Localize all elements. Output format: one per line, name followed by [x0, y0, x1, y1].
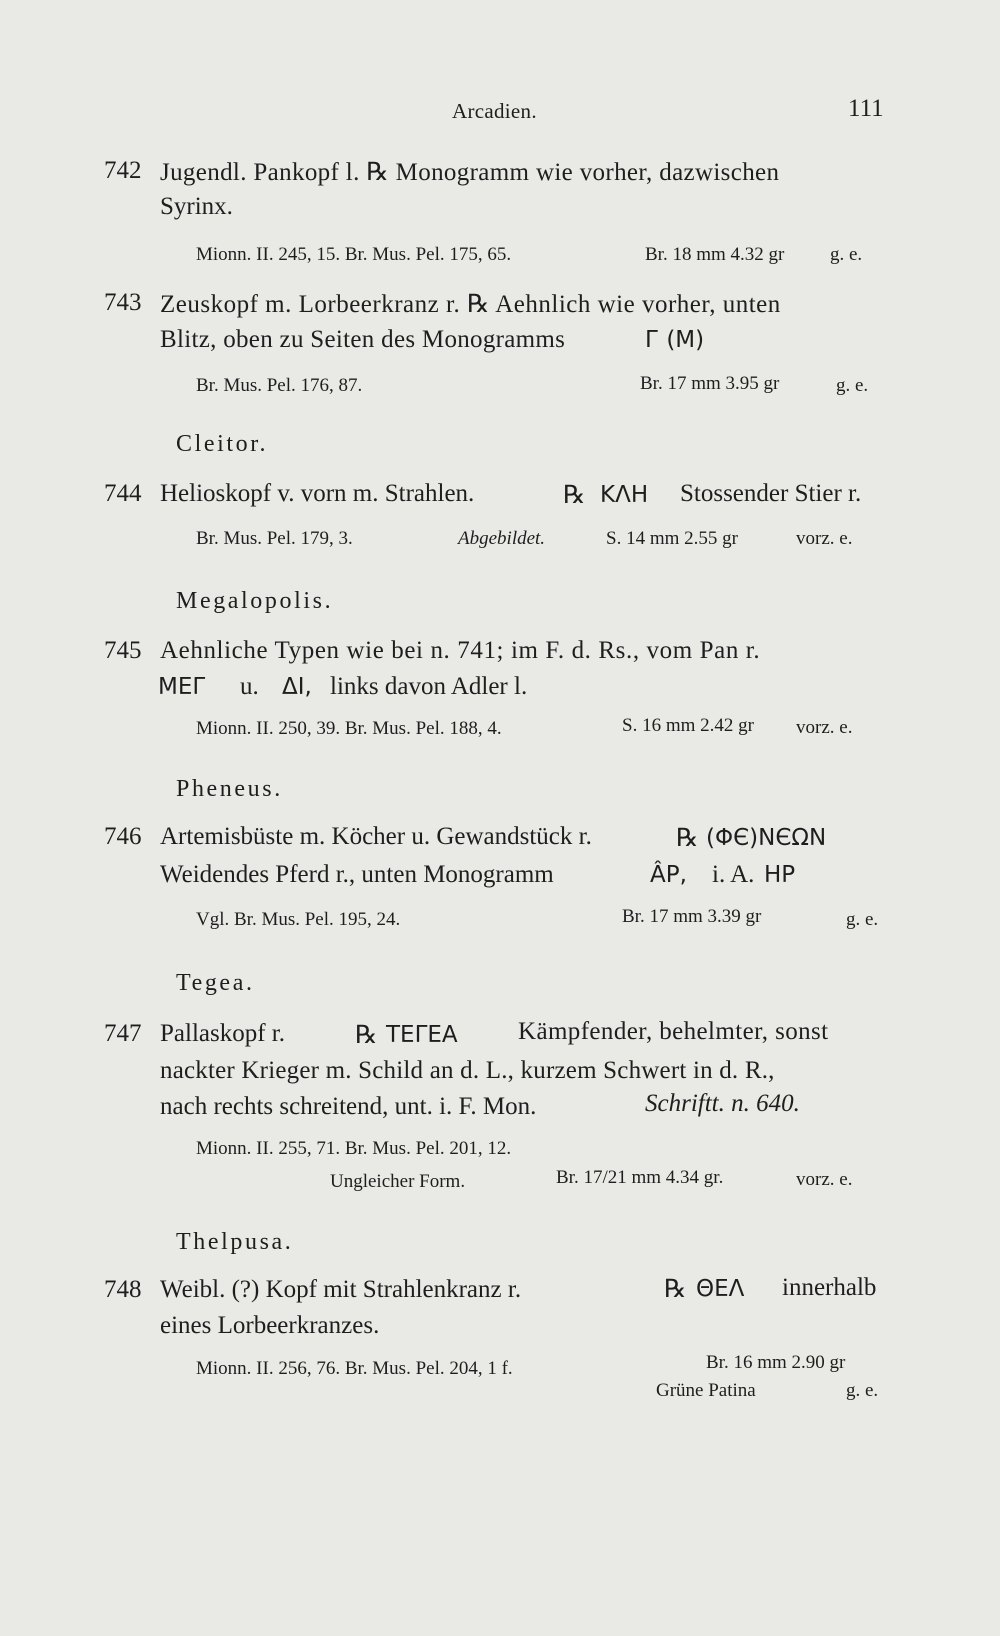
entry-reference: Mionn. II. 256, 76. Br. Mus. Pel. 204, 1 f. [196, 1358, 513, 1379]
greek-inscription: ΜΕΓ [158, 674, 206, 700]
entry-reference: Br. Mus. Pel. 176, 87. [196, 375, 363, 396]
greek-inscription: ΘΕΛ [696, 1276, 745, 1302]
entry-note: Grüne Patina [656, 1380, 756, 1401]
entry-text: Weibl. (?) Kopf mit Strahlenkranz r. [160, 1276, 522, 1303]
reverse-symbol: ℞ [563, 482, 586, 509]
entry-size-weight: S. 14 mm 2.55 gr [606, 528, 738, 549]
greek-inscription: ΔΙ, [282, 674, 312, 700]
entry-size-weight: Br. 17/21 mm 4.34 gr. [556, 1167, 724, 1188]
entry-condition: g. e. [836, 375, 869, 396]
entry-reference: Vgl. Br. Mus. Pel. 195, 24. [196, 909, 401, 930]
reverse-symbol: ℞ [664, 1276, 687, 1303]
entry-note: Ungleicher Form. [330, 1171, 466, 1192]
entry-condition: vorz. e. [796, 717, 853, 738]
entry-number: 742 [104, 157, 142, 184]
reverse-symbol: ℞ [676, 825, 699, 852]
section-heading: Thelpusa. [176, 1229, 294, 1255]
section-heading: Tegea. [176, 970, 255, 996]
entry-text: i. A. [712, 861, 755, 888]
entry-text: innerhalb [782, 1274, 877, 1301]
running-title: Arcadien. [452, 99, 537, 123]
entry-text: Blitz, oben zu Seiten des Monogramms [160, 326, 566, 353]
entry-condition: vorz. e. [796, 1169, 853, 1190]
entry-number: 744 [104, 480, 142, 507]
entry-condition: vorz. e. [796, 528, 853, 549]
entry-text: Jugendl. Pankopf l. ℞ Monogramm wie vorher, dazwischen [160, 159, 780, 186]
entry-size-weight: Br. 16 mm 2.90 gr [706, 1352, 846, 1373]
greek-inscription: ÂP, [650, 862, 687, 888]
entry-text: links davon Adler l. [330, 673, 528, 700]
page-number: 111 [848, 95, 884, 122]
entry-citation: Schriftt. n. 640. [645, 1090, 800, 1117]
entry-text: Aehnliche Typen wie bei n. 741; im F. d. Rs., vom Pan r. [160, 637, 761, 664]
entry-condition: g. e. [830, 244, 863, 265]
entry-reference: Mionn. II. 250, 39. Br. Mus. Pel. 188, 4. [196, 718, 502, 739]
entry-text: u. [240, 673, 259, 700]
greek-inscription: Г (M) [645, 327, 705, 353]
section-heading: Pheneus. [176, 776, 283, 802]
greek-inscription: ΤΕΓΕΑ [386, 1022, 458, 1048]
entry-text: Stossender Stier r. [680, 480, 862, 507]
entry-text: eines Lorbeerkranzes. [160, 1312, 380, 1339]
entry-reference: Mionn. II. 255, 71. Br. Mus. Pel. 201, 12. [196, 1138, 512, 1159]
entry-text: Pallaskopf r. [160, 1020, 285, 1047]
reverse-symbol: ℞ [355, 1022, 378, 1049]
entry-number: 746 [104, 823, 142, 850]
entry-number: 747 [104, 1020, 142, 1047]
entry-text: nackter Krieger m. Schild an d. L., kurzem Schwert in d. R., [160, 1057, 775, 1084]
entry-text: Weidendes Pferd r., unten Monogramm [160, 861, 554, 888]
monogram: ΗΡ [764, 862, 796, 888]
entry-reference: Mionn. II. 245, 15. Br. Mus. Pel. 175, 65. [196, 244, 512, 265]
entry-text: Artemisbüste m. Köcher u. Gewandstück r. [160, 823, 592, 850]
entry-note: Abgebildet. [458, 528, 546, 549]
section-heading: Megalopolis. [176, 588, 334, 614]
entry-size-weight: Br. 18 mm 4.32 gr [645, 244, 785, 265]
entry-text: nach rechts schreitend, unt. i. F. Mon. [160, 1093, 537, 1120]
entry-text: Zeuskopf m. Lorbeerkranz r. ℞ Aehnlich wie vorher, unten [160, 291, 781, 318]
entry-condition: g. e. [846, 1380, 879, 1401]
page-header [0, 95, 1000, 125]
entry-size-weight: Br. 17 mm 3.39 gr [622, 906, 762, 927]
entry-number: 745 [104, 637, 142, 664]
entry-size-weight: S. 16 mm 2.42 gr [622, 715, 754, 736]
entry-number: 748 [104, 1276, 142, 1303]
entry-condition: g. e. [846, 909, 879, 930]
entry-reference: Br. Mus. Pel. 179, 3. [196, 528, 353, 549]
entry-text: Syrinx. [160, 193, 233, 220]
entry-text: Helioskopf v. vorn m. Strahlen. [160, 480, 475, 507]
greek-inscription: (ΦЄ)ΝЄΩΝ [706, 825, 827, 851]
entry-size-weight: Br. 17 mm 3.95 gr [640, 373, 780, 394]
entry-text: Kämpfender, behelmter, sonst [518, 1018, 829, 1045]
section-heading: Cleitor. [176, 431, 269, 457]
entry-number: 743 [104, 289, 142, 316]
greek-inscription: ΚΛΗ [600, 482, 649, 508]
